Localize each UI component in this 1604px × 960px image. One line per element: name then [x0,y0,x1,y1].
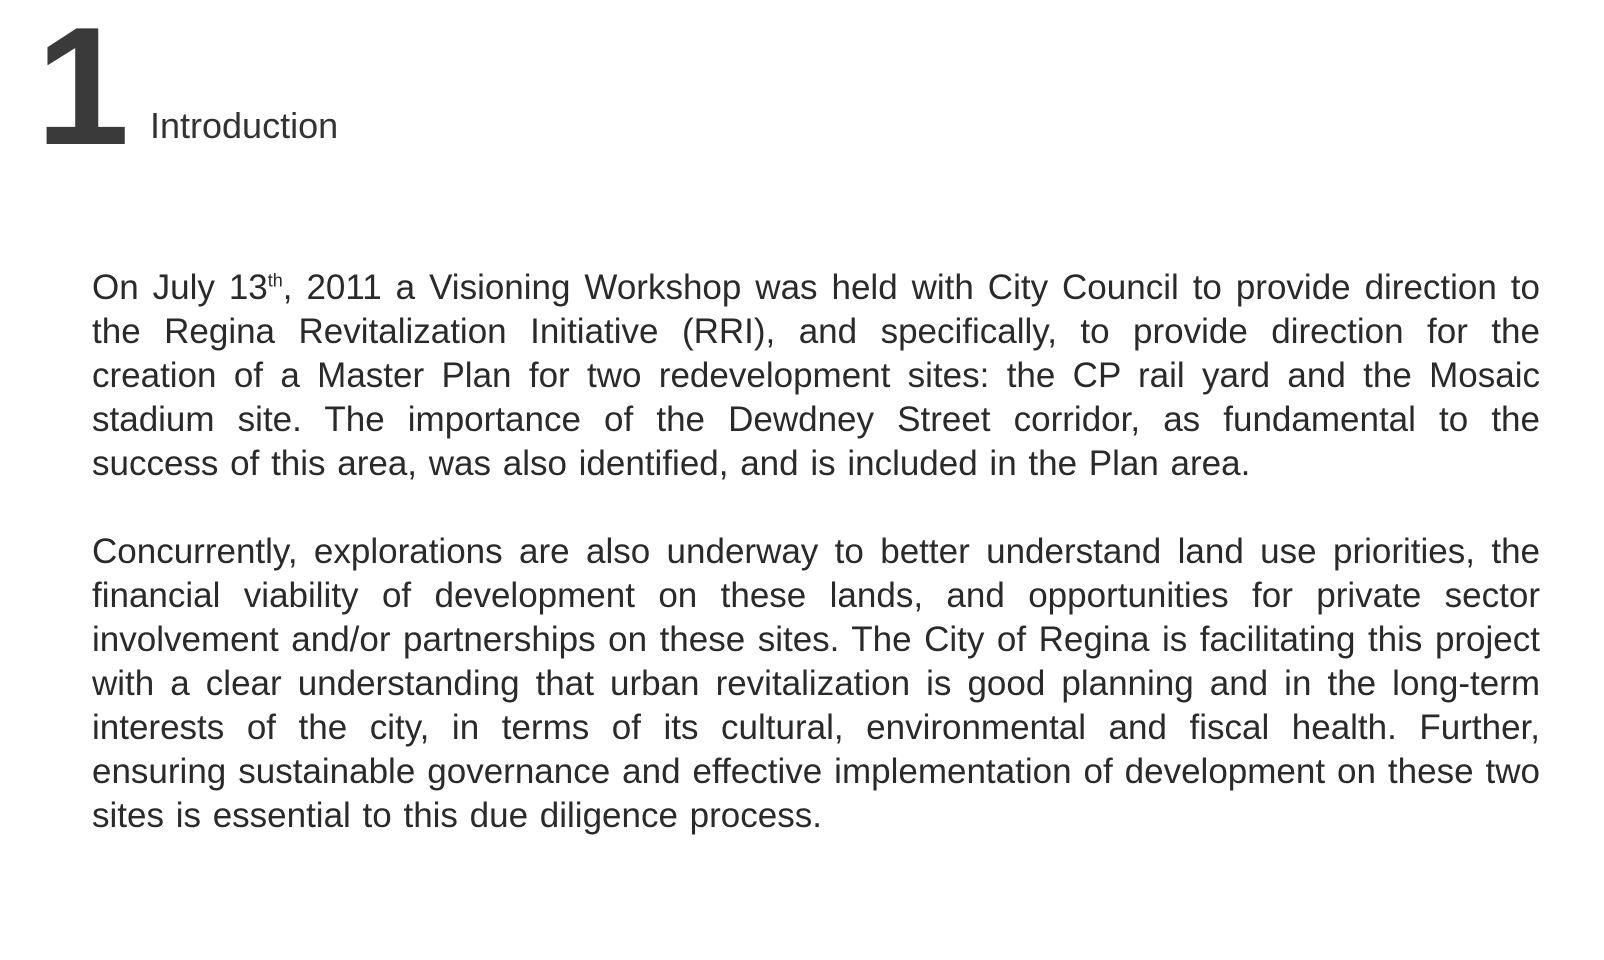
paragraph-2: Concurrently, explorations are also underway to better understand land use priorities, the financial viability of development on these lands, and opportunities for private sector involvement and/or partnerships on these sites. The City of Regina is facilitating this project with a clear understanding that urban revitalization is good planning and in the long-term interests of the city, in terms of its cultural, environmental and fiscal health. Further, ensuring sustainable governance and effective implementation of development on these two sites is essential to this due diligence process. [92,532,1540,835]
chapter-title: Introduction [150,105,339,146]
paragraph-1-superscript: th [267,270,283,291]
paragraph-1-rest: , 2011 a Visioning Workshop was held with City Council to provide direction to the Regina Revitalization Initiative (RRI), and specifically, to provide direction for the creation of a Master Plan for two redevelopment sites: the CP rail yard and the Mosaic stadium site. The importance of the Dewdney Street corridor, as fundamental to the success of this area, was also identified, and is included in the Plan area. [92,268,1540,483]
paragraph-1 [92,266,1540,486]
paragraph-1-lead: On July 13 [92,268,268,307]
body-text [92,266,1540,838]
chapter-number: 1 [36,0,124,180]
